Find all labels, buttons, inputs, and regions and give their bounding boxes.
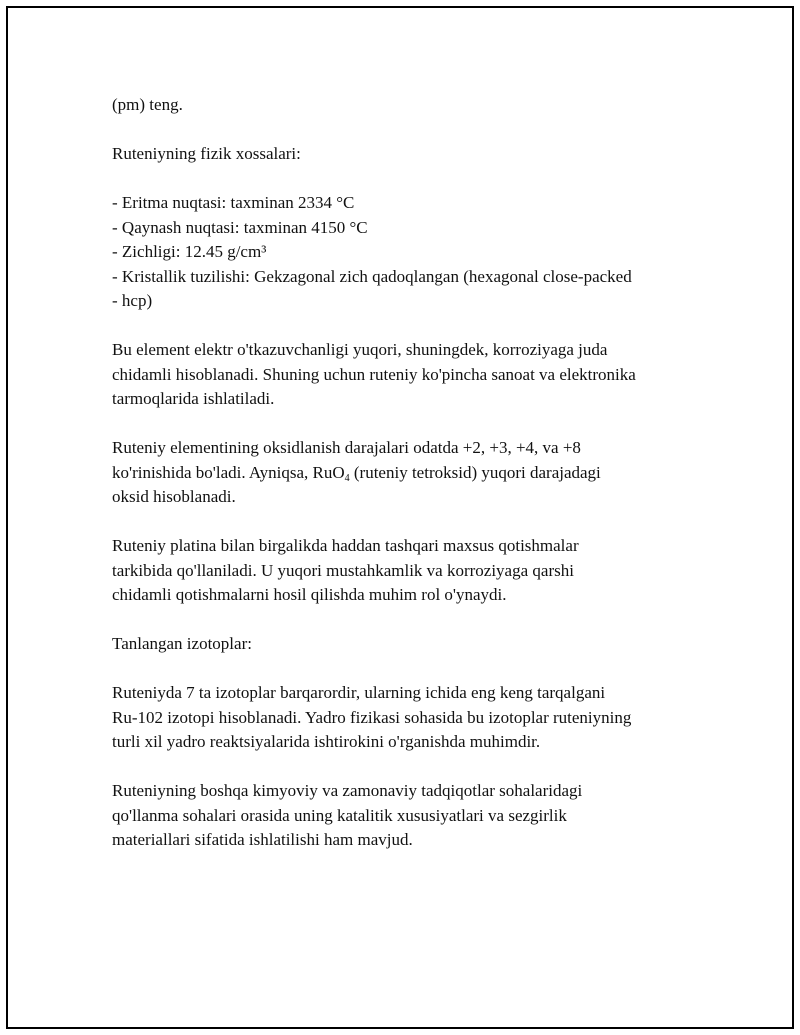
paragraph-oxidation-line <box>112 461 702 486</box>
paragraph-alloys-line: Ruteniy platina bilan birgalikda haddan tashqari maxsus qotishmalar <box>112 536 579 555</box>
paragraph-conductivity-line: Bu element elektr o'tkazuvchanligi yuqori, shuningdek, korroziyaga juda <box>112 340 608 359</box>
paragraph-gap <box>112 657 702 682</box>
list-item-density: - Zichligi: 12.45 g/cm³ <box>112 242 267 261</box>
paragraph-applications-line: Ruteniyning boshqa kimyoviy va zamonaviy tadqiqotlar sohalaridagi <box>112 781 583 800</box>
text-line-intro: (pm) teng. <box>112 95 183 114</box>
paragraph-alloys-line: tarkibida qo'llaniladi. U yuqori mustahkamlik va korroziyaga qarshi <box>112 560 574 580</box>
document-body <box>112 93 702 853</box>
paragraph-gap <box>112 118 702 143</box>
paragraph-gap <box>112 608 702 633</box>
text-run: (ruteniy tetroksid) yuqori darajadagi <box>349 462 601 482</box>
list-item-crystal-structure-cont: - hcp) <box>112 291 153 310</box>
paragraph-isotopes-line: turli xil yadro reaktsiyalarida ishtirokini o'rganishda muhimdir. <box>112 732 541 751</box>
paragraph-gap <box>112 412 702 437</box>
heading-physical-properties: Ruteniyning fizik xossalari: <box>112 144 301 163</box>
paragraph-conductivity-line: tarmoqlarida ishlatiladi. <box>112 389 275 408</box>
paragraph-applications-line: qo'llanma sohalari orasida uning katalitik xususiyatlari va sezgirlik <box>112 805 567 825</box>
subscript: 4 <box>344 472 350 484</box>
paragraph-isotopes-line: Ruteniyda 7 ta izotoplar barqarordir, ularning ichida eng keng tarqalgani <box>112 683 606 702</box>
list-item-melting-point: - Eritma nuqtasi: taxminan 2334 °C <box>112 193 355 212</box>
text-run: ko'rinishida bo'ladi. Ayniqsa, RuO <box>112 462 345 482</box>
list-item-crystal-structure: - Kristallik tuzilishi: Gekzagonal zich qadoqlangan (hexagonal close-packed <box>112 266 632 286</box>
paragraph-oxidation-line: oksid hisoblanadi. <box>112 487 236 506</box>
paragraph-oxidation-line: Ruteniy elementining oksidlanish darajalari odatda +2, +3, +4, va +8 <box>112 438 581 457</box>
paragraph-gap <box>112 314 702 339</box>
paragraph-applications-line: materiallari sifatida ishlatilishi ham mavjud. <box>112 830 413 849</box>
list-item-boiling-point: - Qaynash nuqtasi: taxminan 4150 °C <box>112 217 368 237</box>
heading-selected-isotopes: Tanlangan izotoplar: <box>112 634 252 653</box>
paragraph-conductivity-line: chidamli hisoblanadi. Shuning uchun ruteniy ko'pincha sanoat va elektronika <box>112 364 636 384</box>
paragraph-alloys-line: chidamli qotishmalarni hosil qilishda muhim rol o'ynaydi. <box>112 585 507 604</box>
paragraph-gap <box>112 510 702 535</box>
paragraph-isotopes-line: Ru-102 izotopi hisoblanadi. Yadro fizikasi sohasida bu izotoplar ruteniyning <box>112 707 632 727</box>
paragraph-gap <box>112 167 702 192</box>
paragraph-gap <box>112 755 702 780</box>
